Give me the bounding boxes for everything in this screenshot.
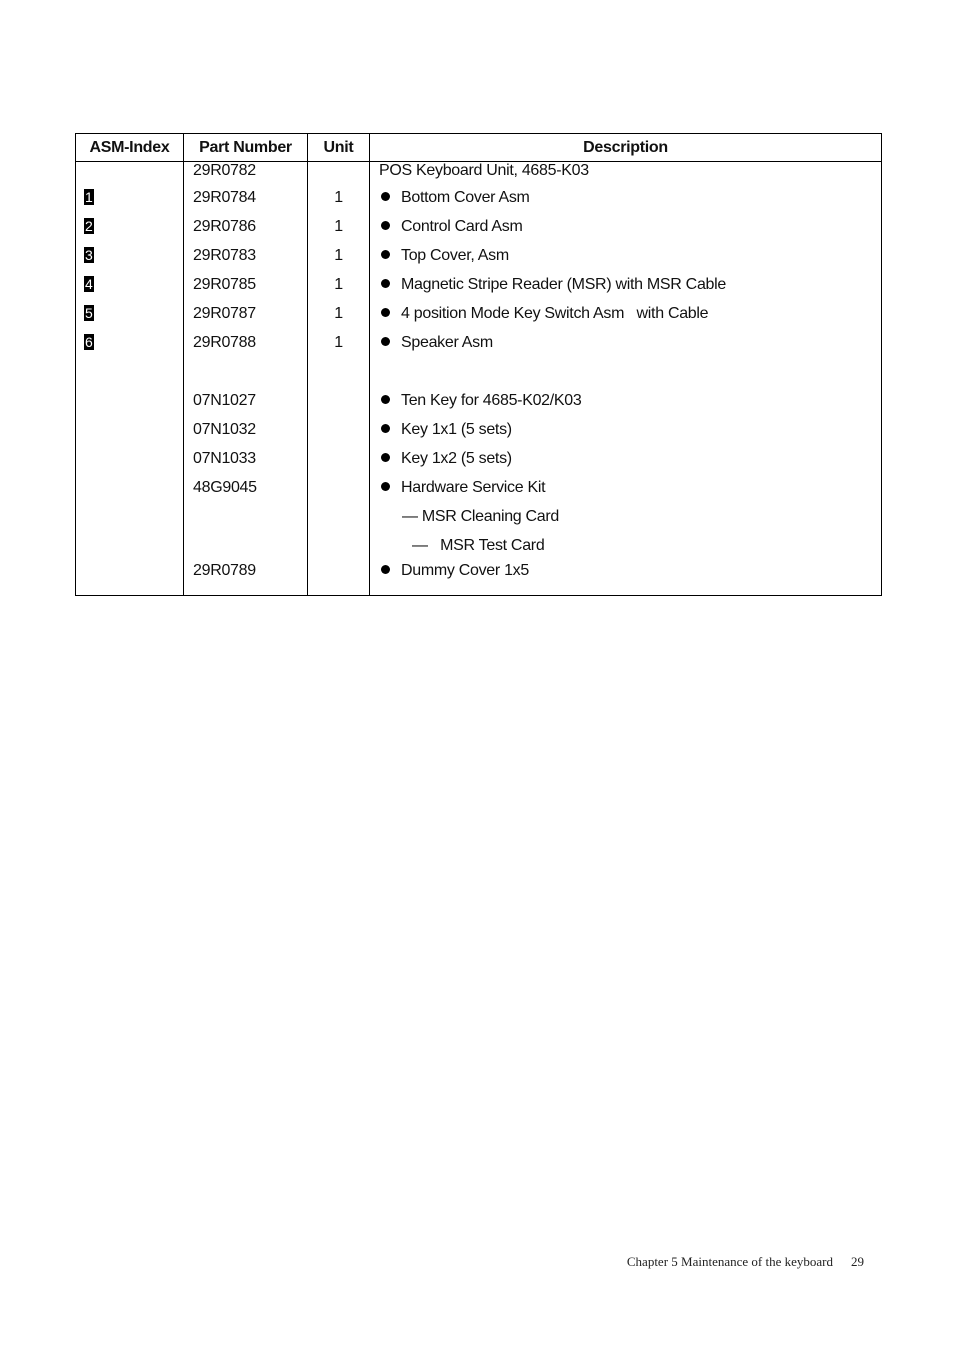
- unit-cell: [308, 473, 370, 502]
- bullet-icon: [381, 453, 390, 462]
- asm-index-cell: [76, 386, 184, 415]
- description-cell: [370, 328, 882, 357]
- description-cell: [370, 183, 882, 212]
- part-number-cell: 29R0784: [184, 183, 308, 212]
- asm-index-cell: [76, 299, 184, 328]
- bullet-icon: [381, 337, 390, 346]
- table-row: [76, 328, 882, 357]
- description-cell: [370, 560, 882, 596]
- asm-index-cell: [76, 241, 184, 270]
- description-cell: [370, 241, 882, 270]
- table-row: [76, 531, 882, 560]
- asm-index-badge: 4: [85, 275, 93, 292]
- bullet-icon: [381, 565, 390, 574]
- sub-item-text: — MSR Test Card: [412, 536, 545, 554]
- table-row: [76, 183, 882, 212]
- part-number-cell: 07N1033: [184, 444, 308, 473]
- description-text: Bottom Cover Asm: [401, 188, 530, 206]
- description-cell: [370, 212, 882, 241]
- header-description: Description: [370, 134, 882, 162]
- description-text: Hardware Service Kit: [401, 478, 546, 496]
- unit-cell: [308, 162, 370, 184]
- description-text: Key 1x1 (5 sets): [401, 420, 512, 438]
- unit-cell: 1: [308, 212, 370, 241]
- description-text: Speaker Asm: [401, 333, 493, 351]
- unit-cell: 1: [308, 328, 370, 357]
- description-text: Magnetic Stripe Reader (MSR) with MSR Cable: [401, 275, 726, 293]
- unit-cell: 1: [308, 299, 370, 328]
- part-number-cell: 48G9045: [184, 473, 308, 502]
- sub-item-text: — MSR Cleaning Card: [402, 507, 560, 525]
- description-text: POS Keyboard Unit, 4685-K03: [379, 162, 589, 179]
- asm-index-cell: [76, 473, 184, 502]
- asm-index-badge: 2: [85, 217, 93, 234]
- bullet-icon: [381, 308, 390, 317]
- asm-index-cell: [76, 328, 184, 357]
- header-part-number: Part Number: [184, 134, 308, 162]
- table-row: [76, 560, 882, 596]
- description-cell: [370, 386, 882, 415]
- asm-index-cell: [76, 560, 184, 596]
- table-row: [76, 444, 882, 473]
- bullet-icon: [381, 482, 390, 491]
- part-number-cell: 29R0783: [184, 241, 308, 270]
- asm-index-badge: 5: [85, 304, 93, 321]
- description-cell: [370, 415, 882, 444]
- part-number-cell: 07N1027: [184, 386, 308, 415]
- header-asm-index: ASM-Index: [76, 134, 184, 162]
- asm-index-cell: [76, 183, 184, 212]
- table-row: [76, 270, 882, 299]
- table-row: [76, 162, 882, 184]
- part-number-cell: 29R0789: [184, 560, 308, 596]
- bullet-icon: [381, 424, 390, 433]
- footer-chapter-title: Chapter 5 Maintenance of the keyboard: [626, 1254, 833, 1269]
- header-unit: Unit: [308, 134, 370, 162]
- table-row: [76, 241, 882, 270]
- parts-table: [75, 133, 882, 596]
- part-number-cell: 29R0787: [184, 299, 308, 328]
- asm-index-badge: 3: [85, 246, 93, 263]
- description-cell: [370, 473, 882, 502]
- description-cell: [370, 299, 882, 328]
- description-text: 4 position Mode Key Switch Asm with Cable: [401, 304, 709, 322]
- table-row-spacer: [76, 357, 882, 386]
- asm-index-cell: [76, 270, 184, 299]
- bullet-icon: [381, 221, 390, 230]
- bullet-icon: [381, 395, 390, 404]
- unit-cell: 1: [308, 241, 370, 270]
- asm-index-cell: [76, 212, 184, 241]
- unit-cell: 1: [308, 270, 370, 299]
- page-footer: [627, 1254, 864, 1270]
- unit-cell: [308, 444, 370, 473]
- bullet-icon: [381, 192, 390, 201]
- unit-cell: 1: [308, 183, 370, 212]
- table-row: [76, 299, 882, 328]
- asm-index-cell: [76, 162, 184, 184]
- asm-index-badge: 6: [85, 333, 93, 350]
- description-text: Ten Key for 4685-K02/K03: [401, 391, 582, 409]
- description-cell: [370, 531, 882, 560]
- table-row: [76, 386, 882, 415]
- asm-index-cell: [76, 444, 184, 473]
- asm-index-badge: 1: [85, 188, 93, 205]
- description-cell: [370, 444, 882, 473]
- description-cell: [370, 502, 882, 531]
- part-number-cell: 29R0785: [184, 270, 308, 299]
- description-text: Control Card Asm: [401, 217, 523, 235]
- table-row: [76, 212, 882, 241]
- part-number-cell: 07N1032: [184, 415, 308, 444]
- unit-cell: [308, 560, 370, 596]
- bullet-icon: [381, 279, 390, 288]
- asm-index-cell: [76, 415, 184, 444]
- unit-cell: [308, 386, 370, 415]
- page-number: 29: [851, 1254, 864, 1269]
- bullet-icon: [381, 250, 390, 259]
- description-text: Key 1x2 (5 sets): [401, 449, 512, 467]
- table-row: [76, 415, 882, 444]
- description-cell: [370, 270, 882, 299]
- description-cell: [370, 162, 882, 184]
- table-header-row: [76, 134, 882, 162]
- table-row: [76, 502, 882, 531]
- unit-cell: [308, 415, 370, 444]
- table-row: [76, 473, 882, 502]
- description-text: Dummy Cover 1x5: [401, 562, 529, 579]
- description-text: Top Cover, Asm: [401, 246, 509, 264]
- part-number-cell: 29R0782: [184, 162, 308, 184]
- part-number-cell: 29R0786: [184, 212, 308, 241]
- part-number-cell: 29R0788: [184, 328, 308, 357]
